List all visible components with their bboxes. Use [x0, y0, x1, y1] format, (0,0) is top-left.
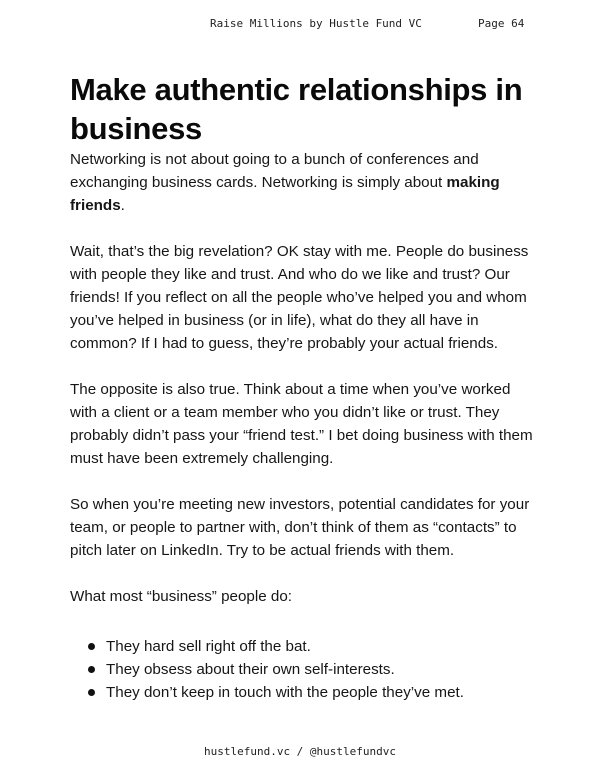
page-number: Page 64 [478, 17, 525, 30]
book-title: Raise Millions by Hustle Fund VC [210, 17, 422, 30]
list-item [88, 635, 540, 658]
bullet-icon [88, 643, 95, 650]
paragraph-revelation: Wait, that’s the big revelation? OK stay with me. People do business with people they like and trust. And who do we like and trust? Our friends! If you reflect on all the people who’ve helped you and whom you’ve helped in business (or in life), what do they all have in common? If I had to guess, they’re probably your actual friends. [70, 243, 529, 352]
bullet-icon [88, 689, 95, 696]
list-item-text: They hard sell right off the bat. [106, 638, 311, 655]
list-item [88, 681, 540, 704]
list-item-text: They don’t keep in touch with the people they’ve met. [106, 684, 464, 701]
paragraph-list-intro: What most “business” people do: [70, 588, 293, 605]
list-item-text: They obsess about their own self-interests. [106, 661, 395, 678]
paragraph-opposite: The opposite is also true. Think about a time when you’ve worked with a client or a team member who you didn’t like or trust. They probably didn’t pass your “friend test.” I bet doing business with them must have been extremely challenging. [70, 381, 533, 467]
paragraph-intro [70, 148, 540, 217]
paragraph-advice: So when you’re meeting new investors, potential candidates for your team, or people to partner with, don’t think of them as “contacts” to pitch later on LinkedIn. Try to be actual friends with them. [70, 496, 530, 559]
bullet-icon [88, 666, 95, 673]
page-content [70, 70, 540, 704]
intro-text: Networking is not about going to a bunch of conferences and exchanging business cards. Networking is simply about [70, 151, 479, 191]
list-item [88, 658, 540, 681]
intro-emphasis: making friends [70, 174, 500, 214]
intro-end: . [120, 197, 125, 214]
bullet-list [88, 635, 540, 704]
page-footer: hustlefund.vc / @hustlefundvc [203, 745, 397, 758]
section-title: Make authentic relationships in business [70, 72, 523, 146]
